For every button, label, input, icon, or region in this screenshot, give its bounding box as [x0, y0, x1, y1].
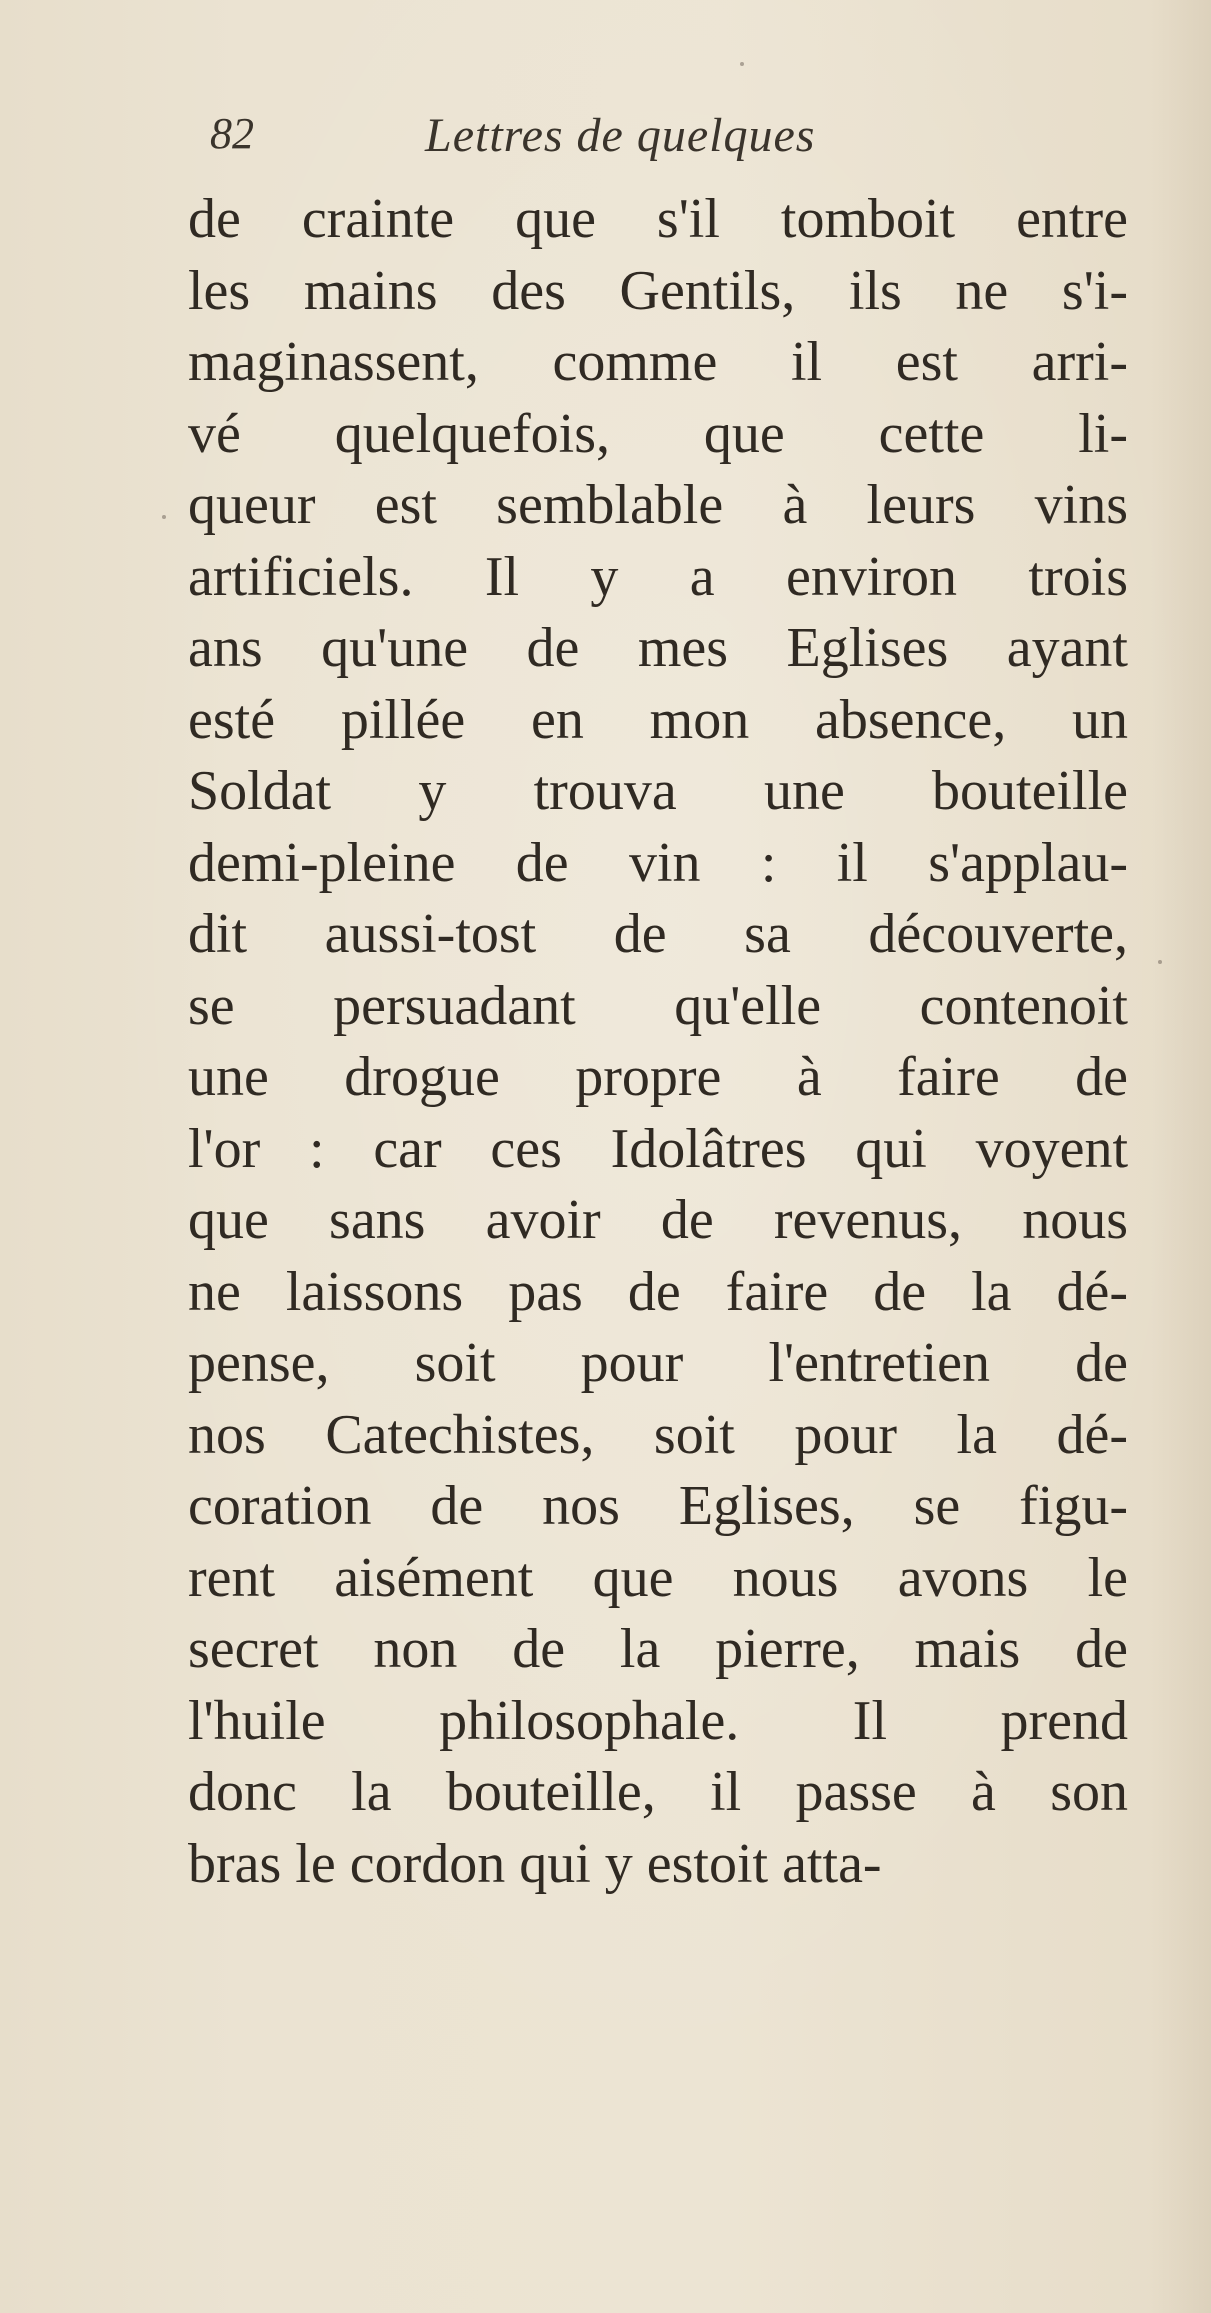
text-line: pense, soit pour l'entretien de [188, 1332, 1128, 1394]
paper-speck [1158, 960, 1162, 964]
paper-speck [740, 62, 744, 66]
text-line: vé quelquefois, que cette li- [188, 402, 1128, 465]
text-line: ne laissons pas de faire de la dé- [188, 1260, 1128, 1323]
text-line: Soldat y trouva une bouteille [188, 760, 1128, 822]
text-line: demi-pleine de vin : il s'applau- [188, 831, 1128, 894]
running-title: Lettres de quelques [425, 109, 816, 162]
text-line: coration de nos Eglises, se figu- [188, 1475, 1128, 1537]
text-line: donc la bouteille, il passe à son [188, 1761, 1128, 1823]
text-line: ans qu'une de mes Eglises ayant [188, 617, 1128, 679]
text-line: bras le cordon qui y estoit atta- [188, 1832, 882, 1895]
text-line: rent aisément que nous avons le [188, 1546, 1128, 1609]
paper-speck [162, 515, 166, 519]
text-line: queur est semblable à leurs vins [188, 474, 1128, 536]
text-line: nos Catechistes, soit pour la dé- [188, 1403, 1128, 1466]
page-number: 82 [210, 109, 254, 158]
text-line: l'huile philosophale. Il prend [188, 1689, 1128, 1752]
body-text [188, 184, 1128, 1900]
text-line: une drogue propre à faire de [188, 1046, 1128, 1108]
text-line: esté pillée en mon absence, un [188, 688, 1128, 751]
text-line: maginassent, comme il est arri- [188, 331, 1128, 393]
text-line: se persuadant qu'elle contenoit [188, 974, 1128, 1037]
running-head [210, 108, 1010, 168]
text-line: les mains des Gentils, ils ne s'i- [188, 259, 1128, 322]
text-line: secret non de la pierre, mais de [188, 1618, 1128, 1680]
text-line: artificiels. Il y a environ trois [188, 545, 1128, 608]
text-line: de crainte que s'il tomboit entre [188, 188, 1128, 250]
text-line: que sans avoir de revenus, nous [188, 1189, 1128, 1251]
text-line: l'or : car ces Idolâtres qui voyent [188, 1117, 1128, 1180]
page-edge-shadow [1151, 0, 1211, 2313]
text-line: dit aussi-tost de sa découverte, [188, 903, 1128, 965]
